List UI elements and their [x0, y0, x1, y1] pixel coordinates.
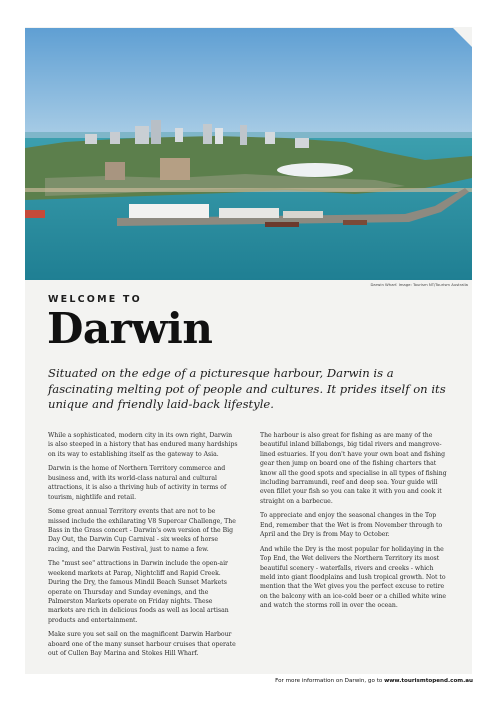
hero-photo: [25, 28, 472, 280]
footer-link[interactable]: www.tourismtopend.com.au: [384, 678, 473, 684]
body-paragraph: Make sure you set sail on the magnificent Darwin Harbour aboard one of the many sunset harbour cruises that operate out of Cullen Bay Marina and Stokes Hill Wharf.: [48, 631, 236, 658]
intro-paragraph: Situated on the edge of a picturesque harbour, Darwin is a fascinating melting pot of people and cultures. It prides itself on its unique and friendly laid-back lifestyle.: [48, 366, 446, 412]
footer-text: For more information on Darwin, go to: [275, 678, 383, 684]
body-paragraph: And while the Dry is the most popular for holidaying in the Top End, the Wet delivers the Northern Territory its most beautiful scenery - waterfalls, rivers and creeks - which meld into giant floodplains and lush tropical growth. Not to mention that the Wet gives you the perfect excuse to retire on the balcony with an ice-cold beer or a chilled white wine and watch the storms roll in over the ocean.: [260, 545, 447, 610]
body-paragraph: Darwin is the home of Northern Territory commerce and business and, with its world-class natural and cultural attractions, it is also a thriving hub of activity in terms of tourism, nightlife and retail.: [48, 465, 227, 501]
left-column: [48, 431, 238, 664]
body-paragraph: The harbour is also great for fishing as are many of the beautiful inland billabongs, big tidal rivers and mangrove-lined estuaries. If you don't have your own boat and fishing gear then jump on board one of the fishing charters that know all the good spots and specialise in all types of fishing including barramundi, reef and deep sea. Your guide will even fillet your fish so you can take it with you and cook it straight on a barbecue.: [260, 432, 447, 505]
welcome-kicker: WELCOME TO: [48, 294, 142, 305]
footer-note: [275, 678, 473, 684]
photo-caption: Darwin Wharf. Image: Tourism NT/Tourism Australia: [370, 282, 468, 287]
page-title: Darwin: [47, 304, 213, 353]
body-paragraph: Some great annual Territory events that are not to be missed include the exhilarating V8 Supercar Challenge, The Bass in the Grass concert - Darwin's own version of the Big Day Out, the Darwin Cup Carnival - six weeks of horse racing, and the Darwin Festival, just to name a few.: [48, 508, 236, 553]
body-paragraph: The "must see" attractions in Darwin include the open-air weekend markets at Parap, Nightcliff and Rapid Creek. During the Dry, the famous Mindil Beach Sunset Markets operate on Thursday and Sunday evenings, and the Palmerston Markets operate on Friday nights. These markets are rich in delicious foods as well as local artisan products and entertainment.: [48, 560, 229, 624]
body-paragraph: To appreciate and enjoy the seasonal changes in the Top End, remember that the Wet is from November through to April and the Dry is from May to October.: [260, 512, 443, 539]
right-column: [260, 431, 450, 616]
harbour-illustration: [25, 28, 472, 280]
body-paragraph: While a sophisticated, modern city in its own right, Darwin is also steeped in a history that has endured many hardships on its way to establishing itself as the gateway to Asia.: [48, 432, 238, 458]
